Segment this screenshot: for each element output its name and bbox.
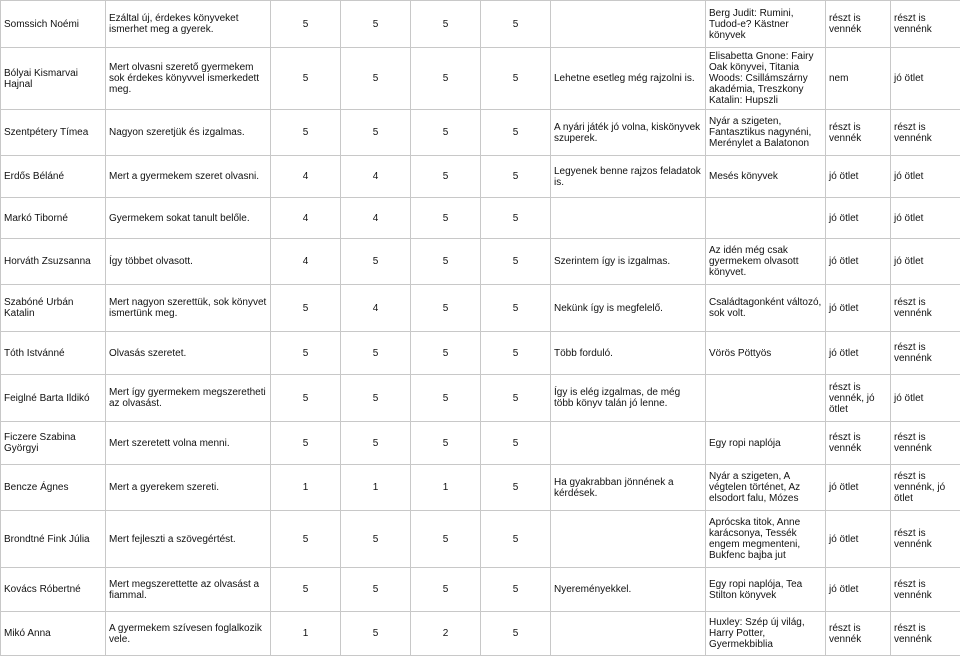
score-3: 5: [411, 568, 481, 612]
respondent-name: Feiglné Barta Ildikó: [1, 375, 106, 422]
reason-text: Gyermekem sokat tanult belőle.: [106, 198, 271, 239]
table-body: [1, 1, 960, 656]
score-3: 5: [411, 48, 481, 110]
respondent-name: Bólyai Kismarvai Hajnal: [1, 48, 106, 110]
comment-text: [551, 511, 706, 568]
table-row: [1, 285, 960, 332]
score-3: 1: [411, 465, 481, 511]
table-row: [1, 48, 960, 110]
respondent-name: Szabóné Urbán Katalin: [1, 285, 106, 332]
participation-answer-2: részt is vennénk: [891, 285, 960, 332]
reason-text: Ezáltal új, érdekes könyveket ismerhet meg a gyerek.: [106, 1, 271, 48]
score-4: 5: [481, 48, 551, 110]
score-3: 5: [411, 239, 481, 285]
score-1: 5: [271, 285, 341, 332]
score-1: 4: [271, 156, 341, 198]
participation-answer-2: részt is vennénk: [891, 332, 960, 375]
comment-text: Lehetne esetleg még rajzolni is.: [551, 48, 706, 110]
comment-text: Szerintem így is izgalmas.: [551, 239, 706, 285]
participation-answer-1: részt is vennék, jó ötlet: [826, 375, 891, 422]
respondent-name: Markó Tiborné: [1, 198, 106, 239]
score-4: 5: [481, 332, 551, 375]
comment-text: A nyári játék jó volna, kiskönyvek szuperek.: [551, 110, 706, 156]
score-4: 5: [481, 422, 551, 465]
respondent-name: Brondtné Fink Júlia: [1, 511, 106, 568]
reason-text: Mert a gyermekem szeret olvasni.: [106, 156, 271, 198]
respondent-name: Bencze Ágnes: [1, 465, 106, 511]
favorite-books: Nyár a szigeten, Fantasztikus nagynéni, Merénylet a Balatonon: [706, 110, 826, 156]
participation-answer-1: jó ötlet: [826, 511, 891, 568]
reason-text: Így többet olvasott.: [106, 239, 271, 285]
participation-answer-2: részt is vennénk: [891, 568, 960, 612]
favorite-books: Aprócska titok, Anne karácsonya, Tessék engem megmenteni, Bukfenc bajba jut: [706, 511, 826, 568]
participation-answer-2: jó ötlet: [891, 198, 960, 239]
favorite-books: Az idén még csak gyermekem olvasott könyvet.: [706, 239, 826, 285]
score-4: 5: [481, 1, 551, 48]
score-4: 5: [481, 198, 551, 239]
score-1: 1: [271, 612, 341, 656]
score-3: 5: [411, 332, 481, 375]
comment-text: Legyenek benne rajzos feladatok is.: [551, 156, 706, 198]
participation-answer-2: részt is vennénk, jó ötlet: [891, 465, 960, 511]
table-row: [1, 198, 960, 239]
respondent-name: Mikó Anna: [1, 612, 106, 656]
table-row: [1, 568, 960, 612]
score-4: 5: [481, 375, 551, 422]
reason-text: Mert megszerettette az olvasást a fiammal.: [106, 568, 271, 612]
score-4: 5: [481, 465, 551, 511]
score-1: 5: [271, 422, 341, 465]
score-1: 5: [271, 48, 341, 110]
participation-answer-2: jó ötlet: [891, 239, 960, 285]
respondent-name: Szentpétery Tímea: [1, 110, 106, 156]
score-2: 5: [341, 1, 411, 48]
favorite-books: Huxley: Szép új világ, Harry Potter, Gyermekbiblia: [706, 612, 826, 656]
comment-text: Nekünk így is megfelelő.: [551, 285, 706, 332]
table-row: [1, 612, 960, 656]
favorite-books: [706, 375, 826, 422]
table-row: [1, 156, 960, 198]
favorite-books: Egy ropi naplója, Tea Stilton könyvek: [706, 568, 826, 612]
score-3: 5: [411, 422, 481, 465]
respondent-name: Horváth Zsuzsanna: [1, 239, 106, 285]
table-row: [1, 465, 960, 511]
score-4: 5: [481, 156, 551, 198]
favorite-books: Egy ropi naplója: [706, 422, 826, 465]
reason-text: Mert nagyon szerettük, sok könyvet ismertünk meg.: [106, 285, 271, 332]
favorite-books: Vörös Pöttyös: [706, 332, 826, 375]
score-2: 5: [341, 375, 411, 422]
score-4: 5: [481, 511, 551, 568]
score-2: 5: [341, 48, 411, 110]
comment-text: Több forduló.: [551, 332, 706, 375]
score-1: 5: [271, 110, 341, 156]
reason-text: Mert olvasni szerető gyermekem sok érdekes könyvvel ismerkedett meg.: [106, 48, 271, 110]
respondent-name: Somssich Noémi: [1, 1, 106, 48]
participation-answer-1: jó ötlet: [826, 465, 891, 511]
comment-text: [551, 198, 706, 239]
participation-answer-1: jó ötlet: [826, 198, 891, 239]
score-2: 1: [341, 465, 411, 511]
score-4: 5: [481, 612, 551, 656]
score-2: 5: [341, 612, 411, 656]
reason-text: Mert szeretett volna menni.: [106, 422, 271, 465]
participation-answer-2: jó ötlet: [891, 375, 960, 422]
participation-answer-1: jó ötlet: [826, 568, 891, 612]
participation-answer-1: részt is vennék: [826, 1, 891, 48]
score-3: 5: [411, 110, 481, 156]
comment-text: [551, 422, 706, 465]
score-1: 4: [271, 198, 341, 239]
participation-answer-2: részt is vennénk: [891, 612, 960, 656]
respondent-name: Kovács Róbertné: [1, 568, 106, 612]
score-3: 5: [411, 1, 481, 48]
reason-text: Mert így gyermekem megszeretheti az olvasást.: [106, 375, 271, 422]
table-row: [1, 110, 960, 156]
score-2: 5: [341, 332, 411, 375]
score-1: 1: [271, 465, 341, 511]
participation-answer-1: jó ötlet: [826, 285, 891, 332]
score-2: 5: [341, 239, 411, 285]
favorite-books: Berg Judit: Rumini, Tudod-e? Kästner könyvek: [706, 1, 826, 48]
score-2: 4: [341, 198, 411, 239]
participation-answer-1: nem: [826, 48, 891, 110]
score-3: 2: [411, 612, 481, 656]
participation-answer-2: jó ötlet: [891, 48, 960, 110]
score-2: 5: [341, 422, 411, 465]
comment-text: [551, 1, 706, 48]
score-2: 4: [341, 156, 411, 198]
participation-answer-2: jó ötlet: [891, 156, 960, 198]
score-3: 5: [411, 511, 481, 568]
score-3: 5: [411, 375, 481, 422]
respondent-name: Tóth Istvánné: [1, 332, 106, 375]
score-2: 5: [341, 511, 411, 568]
participation-answer-2: részt is vennénk: [891, 1, 960, 48]
participation-answer-1: részt is vennék: [826, 422, 891, 465]
score-3: 5: [411, 285, 481, 332]
score-4: 5: [481, 110, 551, 156]
score-3: 5: [411, 156, 481, 198]
score-4: 5: [481, 239, 551, 285]
comment-text: [551, 612, 706, 656]
score-1: 4: [271, 239, 341, 285]
reason-text: Nagyon szeretjük és izgalmas.: [106, 110, 271, 156]
reason-text: Mert a gyerekem szereti.: [106, 465, 271, 511]
table-row: [1, 511, 960, 568]
table-row: [1, 375, 960, 422]
favorite-books: Családtagonként változó, sok volt.: [706, 285, 826, 332]
table-row: [1, 422, 960, 465]
score-3: 5: [411, 198, 481, 239]
score-4: 5: [481, 568, 551, 612]
score-2: 5: [341, 110, 411, 156]
reason-text: Mert fejleszti a szövegértést.: [106, 511, 271, 568]
reason-text: A gyermekem szívesen foglalkozik vele.: [106, 612, 271, 656]
table-row: [1, 1, 960, 48]
comment-text: Nyereményekkel.: [551, 568, 706, 612]
score-1: 5: [271, 568, 341, 612]
participation-answer-2: részt is vennénk: [891, 110, 960, 156]
reason-text: Olvasás szeretet.: [106, 332, 271, 375]
favorite-books: [706, 198, 826, 239]
participation-answer-1: részt is vennék: [826, 612, 891, 656]
table-row: [1, 332, 960, 375]
comment-text: Így is elég izgalmas, de még több könyv talán jó lenne.: [551, 375, 706, 422]
participation-answer-1: jó ötlet: [826, 332, 891, 375]
favorite-books: Elisabetta Gnone: Fairy Oak könyvei, Titania Woods: Csillámszárny akadémia, Treszkony Katalin: Hupszli: [706, 48, 826, 110]
participation-answer-2: részt is vennénk: [891, 422, 960, 465]
participation-answer-1: jó ötlet: [826, 156, 891, 198]
score-2: 4: [341, 285, 411, 332]
participation-answer-1: jó ötlet: [826, 239, 891, 285]
score-4: 5: [481, 285, 551, 332]
participation-answer-2: részt is vennénk: [891, 511, 960, 568]
score-1: 5: [271, 375, 341, 422]
score-1: 5: [271, 511, 341, 568]
table-row: [1, 239, 960, 285]
respondent-name: Ficzere Szabina Györgyi: [1, 422, 106, 465]
respondent-name: Erdős Béláné: [1, 156, 106, 198]
comment-text: Ha gyakrabban jönnének a kérdések.: [551, 465, 706, 511]
favorite-books: Mesés könyvek: [706, 156, 826, 198]
score-1: 5: [271, 332, 341, 375]
score-2: 5: [341, 568, 411, 612]
favorite-books: Nyár a szigeten, A végtelen történet, Az elsodort falu, Mózes: [706, 465, 826, 511]
participation-answer-1: részt is vennék: [826, 110, 891, 156]
score-1: 5: [271, 1, 341, 48]
